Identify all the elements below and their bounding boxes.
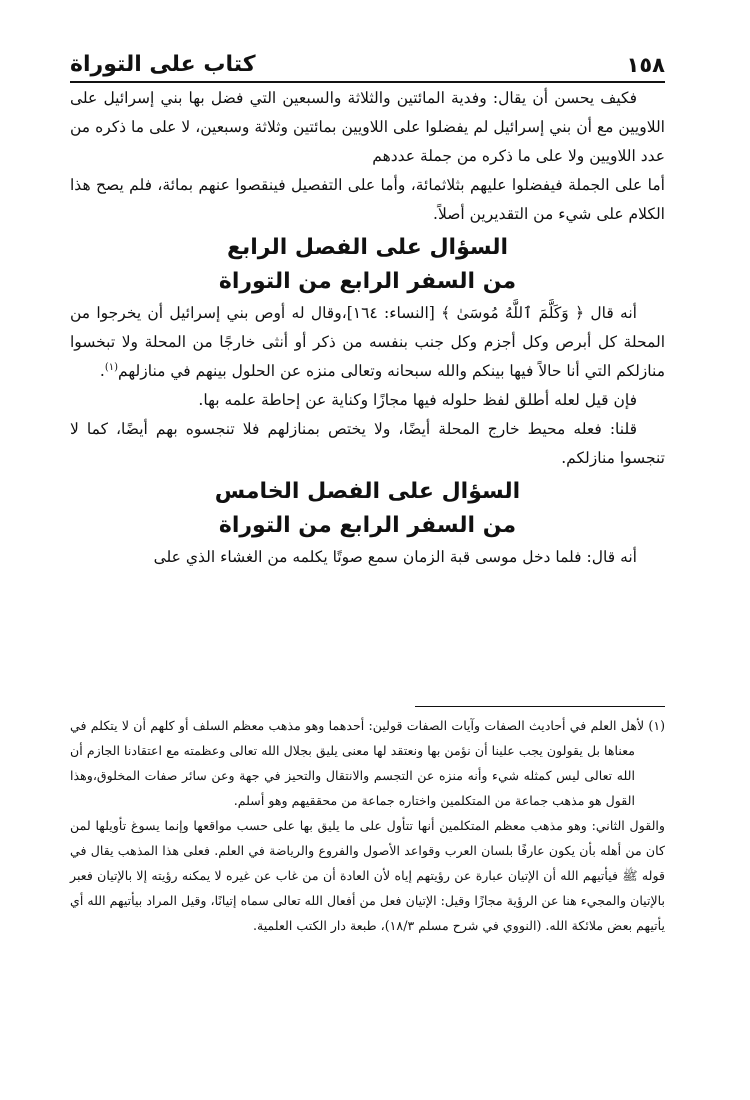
paragraph-3-text: أنه قال ﴿ وَكَلَّمَ ٱللَّهُ مُوسَىٰ ﴾ [النساء: ١٦٤]،وقال له أوص بني إسرائيل أن يخرجوا من المحلة كل أبرص وكل أجزم وكل جنب بنفسه من ذكر أو أنثى خارجًا من المحلة ولا تبخسوا منازلكم التي أنا حالاً فيها بينكم والله سبحانه وتعالى منزه عن الحلول بينهم في منازلهم <box>70 304 665 380</box>
main-text <box>70 84 665 572</box>
section-heading-4-title: السؤال على الفصل الرابع <box>226 235 509 260</box>
footnotes <box>70 713 665 938</box>
paragraph-4: فإن قيل لعله أطلق لفظ حلوله فيها مجازًا وكناية عن إحاطة علمه بها. <box>198 391 637 409</box>
running-title: كتاب على التوراة <box>70 52 256 77</box>
paragraph-1: فكيف يحسن أن يقال: وفدية المائتين والثلاثة والسبعين التي فضل بها بني إسرائيل على اللاويين مع أن بني إسرائيل لم يفضلوا على اللاويين بمائتين وثلاثة وسبعين، لا على ما ذكره من عدد اللاويين ولا على ما ذكره من جملة عددهم <box>70 89 665 165</box>
footnote-1: (١) لأهل العلم في أحاديث الصفات وآيات الصفات قولين: أحدهما وهو مذهب معظم السلف أو كلهم أن لا يتكلم في معناها بل يقولون يجب علينا أن نؤمن بها ونعتقد لها معنى يليق بجلال الله تعالى وعظمته مع اعتقادنا الجازم أن الله تعالى ليس كمثله شيء وأنه منزه عن التجسم والانتقال والتحيز في جهة وعن سائر صفات المخلوق،وهذا القول هو مذهب جماعة من المتكلمين واختاره جماعة من محققيهم وهو أسلم. <box>70 718 665 808</box>
paragraph-3 <box>70 299 665 386</box>
paragraph-6: أنه قال: فلما دخل موسى قبة الزمان سمع صوتًا يكلمه من الغشاء الذي على <box>153 548 637 566</box>
section-heading-5-subtitle: من السفر الرابع من التوراة <box>218 513 517 538</box>
section-heading-4-subtitle: من السفر الرابع من التوراة <box>218 269 517 294</box>
section-heading-5-title: السؤال على الفصل الخامس <box>214 479 521 504</box>
paragraph-3-end: . <box>99 362 105 380</box>
footnote-divider <box>415 706 665 707</box>
page-header <box>70 40 665 80</box>
footnote-1-continued: والقول الثاني: وهو مذهب معظم المتكلمين أنها تتأول على ما يليق بها على حسب مواقعها وإنما يسوغ تأويلها لمن كان من أهله بأن يكون عارفًا بلسان العرب وقواعد الأصول والفروع والرياضة في العلم. فعلى هذا المذهب يقال في قوله ﷺ فيأتيهم الله أن الإتيان عبارة عن رؤيتهم إياه لأن العادة أن من غاب عن غيره لا يمكنه رؤيته إلا بالإتيان فعبر بالإتيان والمجيء هنا عن الرؤية مجازًا وقيل: الإتيان فعل من أفعال الله تعالى سماه إتيانًا، وقيل المراد بيأتيهم الله أي يأتيهم بعض ملائكة الله. (النووي في شرح مسلم ١٨/٣)، طبعة دار الكتب العلمية. <box>70 818 665 933</box>
header-divider <box>70 81 665 83</box>
paragraph-2: أما على الجملة فيفضلوا عليهم بثلاثمائة، وأما على التفصيل فينقصوا عنهم بمائة، فلم يصح هذا الكلام على شيء من التقديرين أصلاً. <box>70 176 665 223</box>
footnote-reference: (١) <box>104 361 119 373</box>
page-number: ١٥٨ <box>626 53 665 77</box>
paragraph-5: قلنا: فعله محيط خارج المحلة أيضًا، ولا يختص بمنازلهم فلا تنجسوه بهم أيضًا، كما لا تنجسوا منازلكم. <box>70 420 665 467</box>
